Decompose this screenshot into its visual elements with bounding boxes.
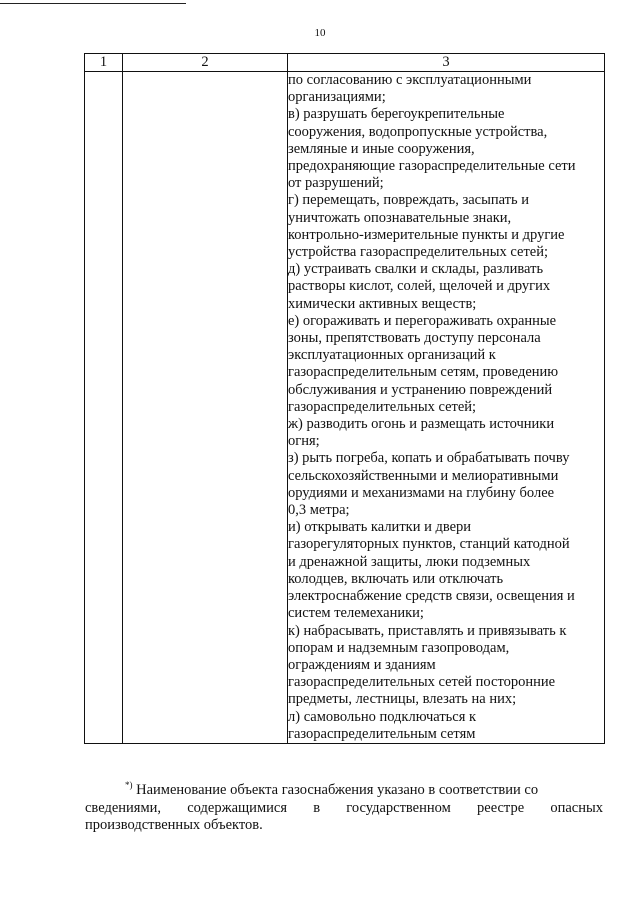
text-line: контрольно-измерительные пункты и другие xyxy=(288,226,565,243)
text-line: л) самовольно подключаться к xyxy=(288,708,477,725)
text-line: 0,3 метра; xyxy=(288,502,350,519)
text-line: земляные и иные сооружения, xyxy=(288,140,475,157)
footnote-line: сведениями, содержащимися в государственном реестре опасных xyxy=(85,799,603,816)
text-line: по согласованию с эксплуатационными xyxy=(288,72,532,88)
text-line: организациями; xyxy=(288,89,386,106)
text-line: е) огораживать и перегораживать охранные xyxy=(288,312,557,329)
text-line: предохраняющие газораспределительные сети xyxy=(288,158,576,175)
text-line: газораспределительным сетям, проведению xyxy=(288,364,559,381)
table-header-row xyxy=(85,54,605,72)
text-line: газораспределительным сетям xyxy=(288,725,476,742)
text-line: и дренажной защиты, люки подземных xyxy=(288,553,531,570)
text-line: орудиями и механизмами на глубину более xyxy=(288,484,555,501)
text-line: в) разрушать берегоукрепительные xyxy=(288,106,505,123)
header-rule xyxy=(0,3,186,4)
text-line: растворы кислот, солей, щелочей и других xyxy=(288,278,551,295)
text-line: сельскохозяйственными и мелиоративными xyxy=(288,467,559,484)
text-line: ж) разводить огонь и размещать источники xyxy=(288,416,555,433)
footnote-text: Наименование объекта газоснабжения указано в соответствии со xyxy=(136,782,539,798)
text-line: эксплуатационных организаций к xyxy=(288,347,496,364)
footnote-marker: *) xyxy=(125,780,133,790)
text-line: газорегуляторных пунктов, станций катодной xyxy=(288,536,570,553)
text-line: опорам и надземным газопроводам, xyxy=(288,639,510,656)
text-line: зоны, препятствовать доступу персонала xyxy=(288,330,541,347)
text-line: и) открывать калитки и двери xyxy=(288,519,472,536)
text-line: устройства газораспределительных сетей; xyxy=(288,244,549,261)
footnote-line: производственных объектов. xyxy=(85,817,263,833)
page-number: 10 xyxy=(314,27,326,39)
text-line: систем телемеханики; xyxy=(288,605,424,622)
text-line: ограждениям и зданиям xyxy=(288,656,436,673)
text-line: к) набрасывать, приставлять и привязывать к xyxy=(288,622,567,639)
footnote xyxy=(85,777,603,835)
column-header-1: 1 xyxy=(85,54,123,72)
cell-col1 xyxy=(85,72,123,744)
column-header-3: 3 xyxy=(288,54,605,72)
cell-col2 xyxy=(123,72,288,744)
text-line: колодцев, включать или отключать xyxy=(288,570,504,587)
text-line: д) устраивать свалки и склады, разливать xyxy=(288,261,544,278)
cell-col3 xyxy=(288,72,605,744)
footnote-line xyxy=(85,777,603,800)
table-row xyxy=(85,72,605,744)
restrictions-table xyxy=(84,53,605,744)
text-line: от разрушений; xyxy=(288,175,384,192)
text-line: предметы, лестницы, влезать на них; xyxy=(288,691,517,708)
text-line: электроснабжение средств связи, освещения и xyxy=(288,588,575,605)
text-line: обслуживания и устранению повреждений xyxy=(288,381,553,398)
text-line: уничтожать опознавательные знаки, xyxy=(288,209,512,226)
text-line: химически активных веществ; xyxy=(288,295,477,312)
text-line: з) рыть погреба, копать и обрабатывать почву xyxy=(288,450,570,467)
text-line: газораспределительных сетей; xyxy=(288,398,477,415)
text-line: г) перемещать, повреждать, засыпать и xyxy=(288,192,530,209)
text-line: сооружения, водопропускные устройства, xyxy=(288,123,548,140)
text-line: газораспределительных сетей посторонние xyxy=(288,674,556,691)
column-header-2: 2 xyxy=(123,54,288,72)
text-line: огня; xyxy=(288,433,320,450)
